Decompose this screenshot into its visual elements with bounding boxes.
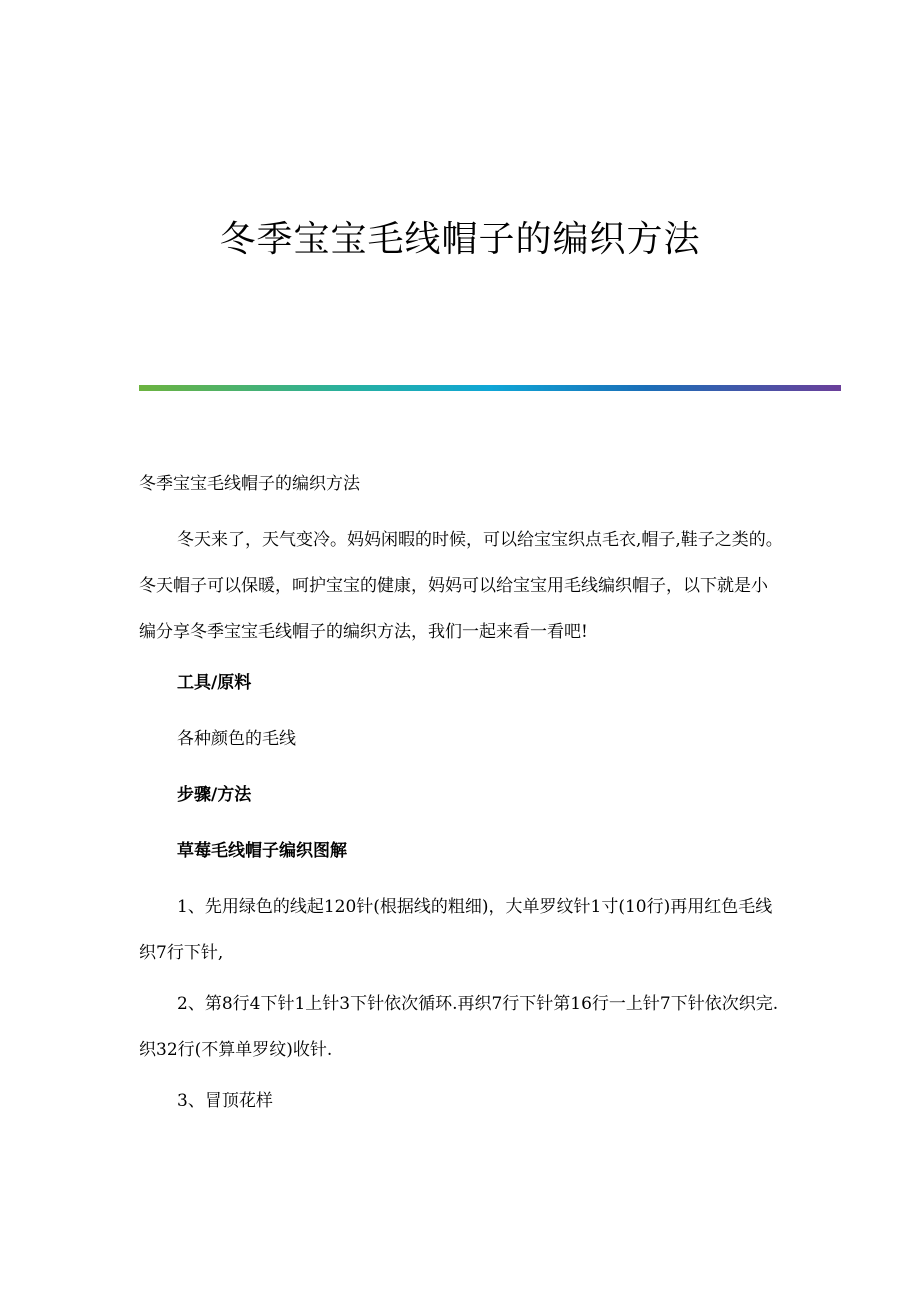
- pattern-heading: 草莓毛线帽子编织图解: [177, 841, 347, 861]
- step-2-paragraph: 2、第8行4下针1上针3下针依次循环.再织7行下针第16行一上针7下针依次织完.织32行(不算单罗纹)收针.: [139, 994, 779, 1060]
- gradient-divider: [139, 385, 841, 391]
- article-subtitle: 冬季宝宝毛线帽子的编织方法: [139, 474, 360, 494]
- step-3-paragraph: 3、冒顶花样: [177, 1091, 273, 1111]
- intro-paragraph: 冬天来了，天气变冷。妈妈闲暇的时候，可以给宝宝织点毛衣,帽子,鞋子之类的。冬天帽子可以保暖，呵护宝宝的健康，妈妈可以给宝宝用毛线编织帽子，以下就是小编分享冬季宝宝毛线帽子的编织方法，我们一起来看一看吧!: [139, 530, 783, 642]
- document-body: [139, 466, 784, 1139]
- steps-heading: 步骤/方法: [177, 785, 252, 805]
- step-1-paragraph: 1、先用绿色的线起120针(根据线的粗细)，大单罗纹针1寸(10行)再用红色毛线织7行下针,: [139, 897, 773, 963]
- document-title: 冬季宝宝毛线帽子的编织方法: [219, 219, 701, 260]
- tools-heading: 工具/原料: [177, 673, 252, 693]
- tools-text: 各种颜色的毛线: [177, 729, 296, 749]
